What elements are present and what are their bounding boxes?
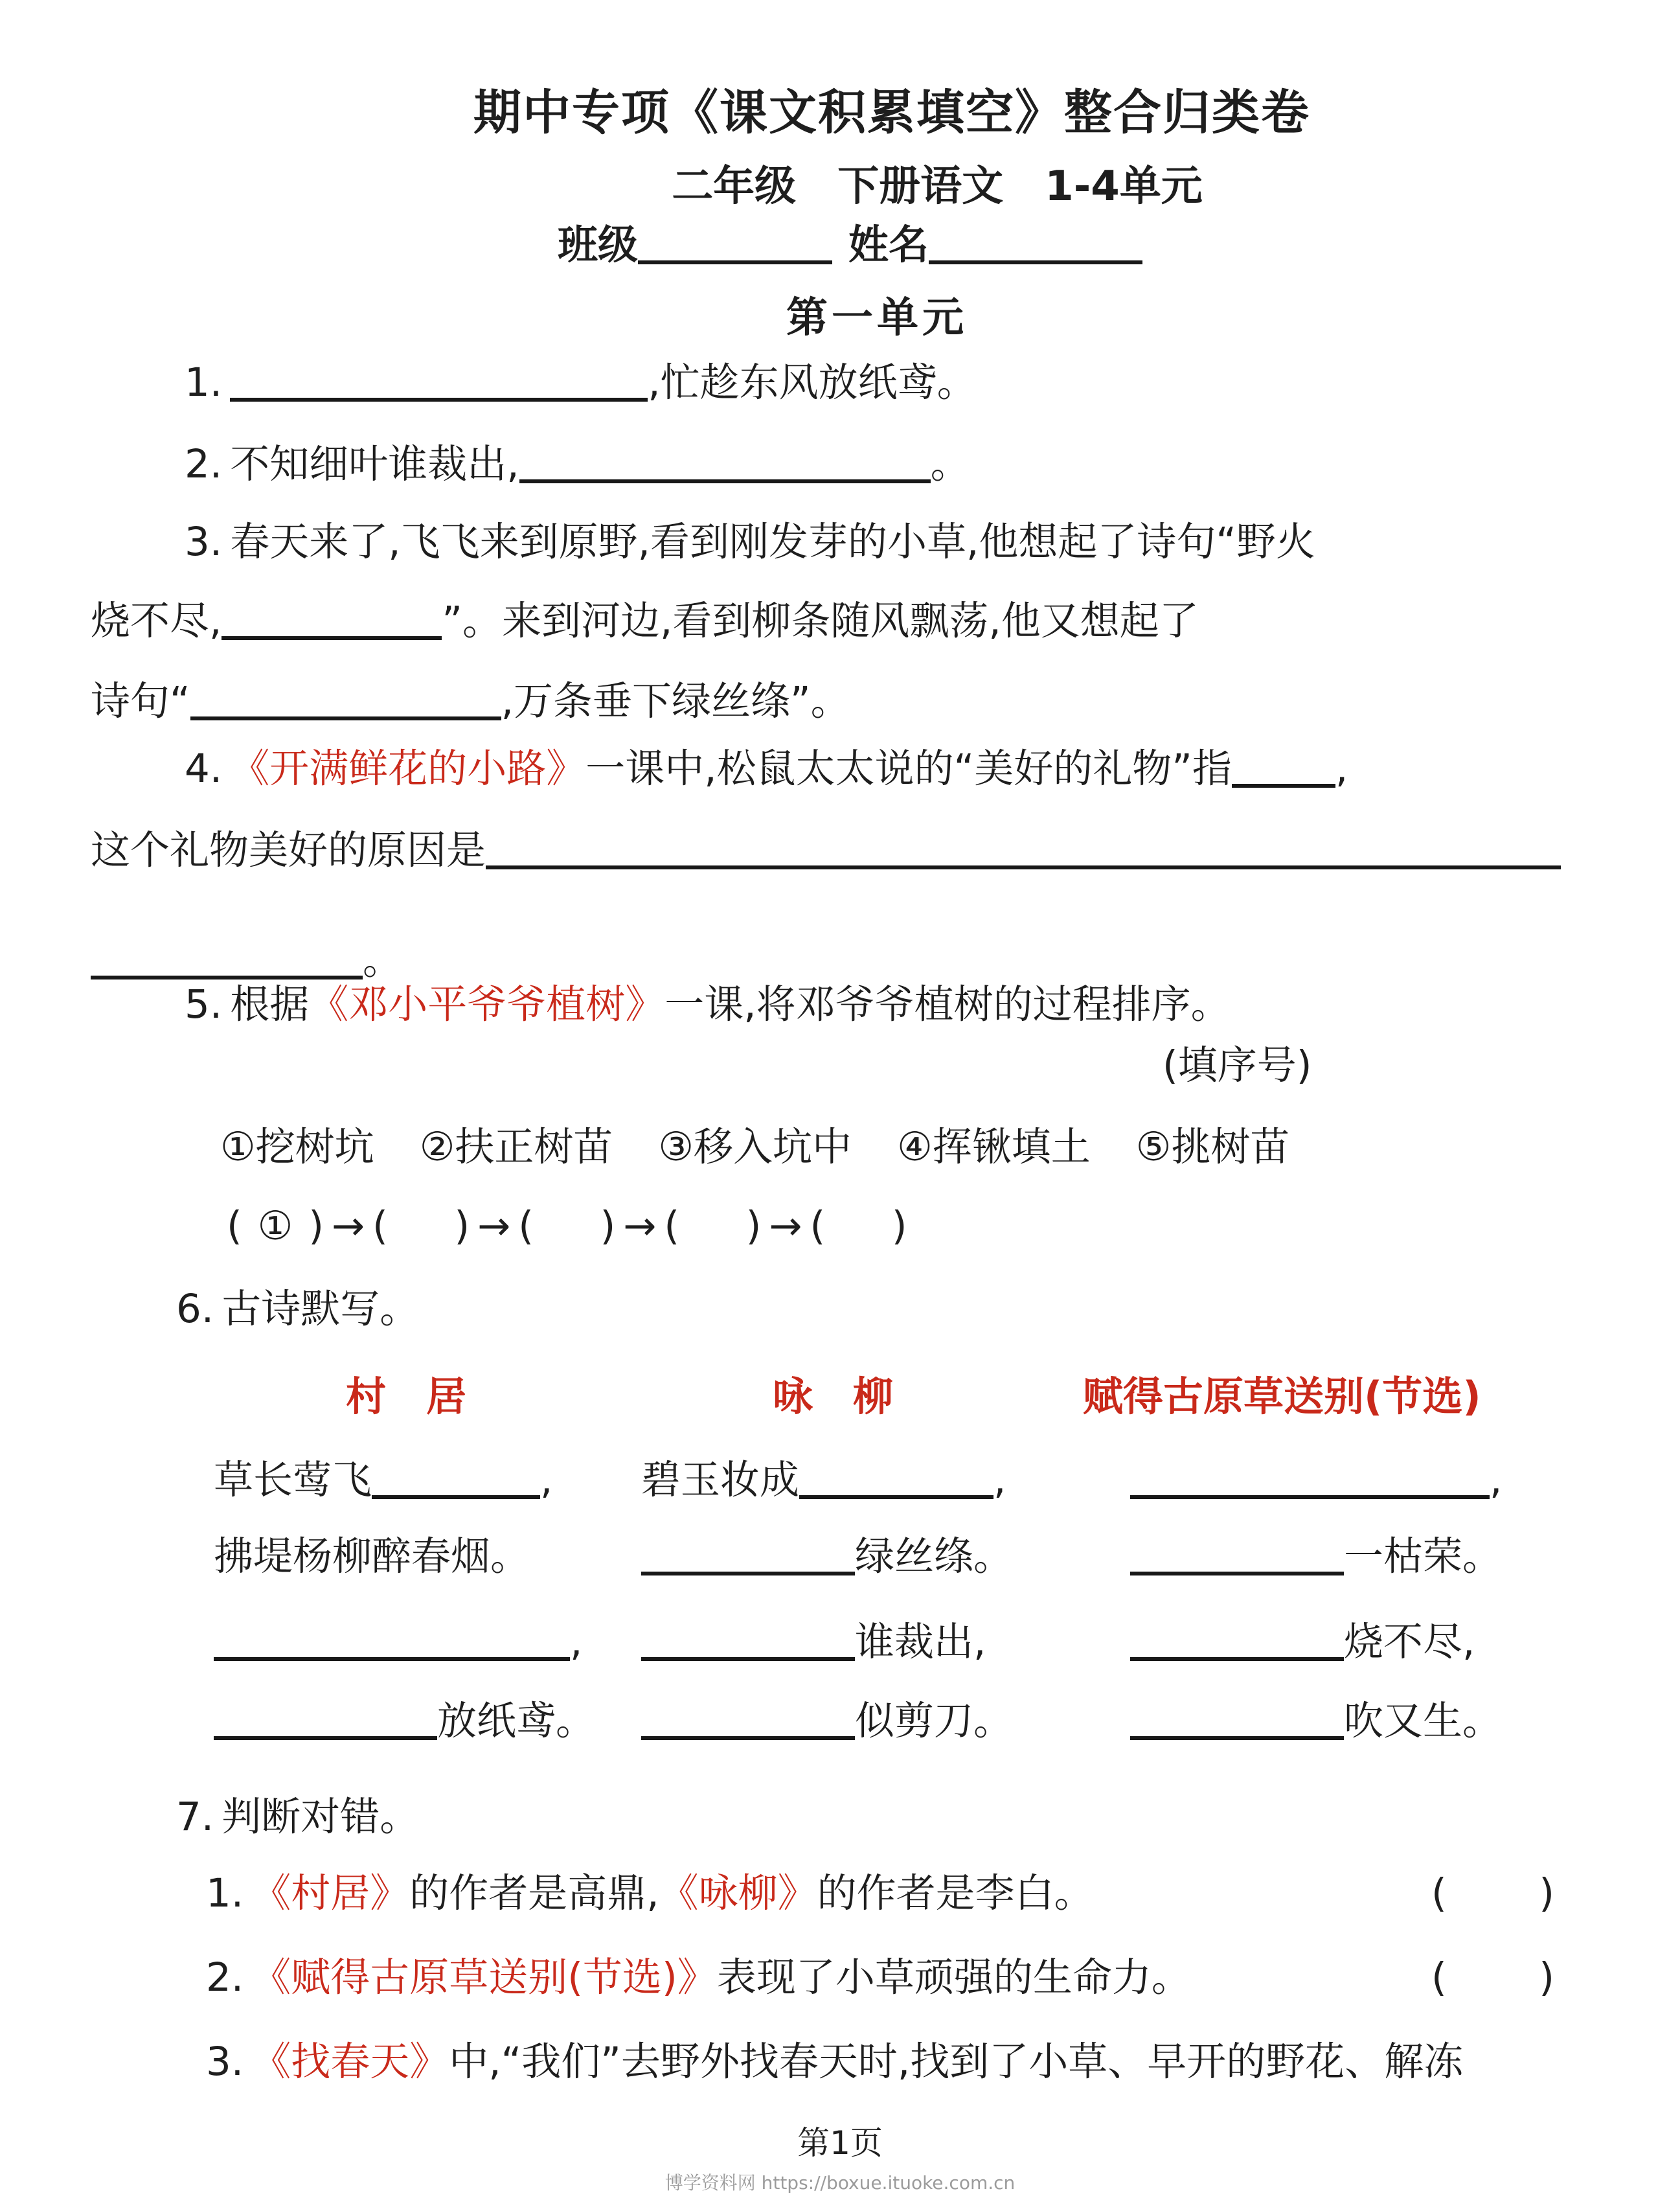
q3-blank-1	[221, 601, 442, 640]
q3-text-1: 春天来了,飞飞来到原野,看到刚发芽的小草,他想起了诗句“野火	[230, 519, 1315, 565]
page-number: 第1页	[797, 2124, 883, 2162]
q5-number: 5.	[185, 981, 223, 1027]
question-6-label	[176, 1287, 419, 1332]
student-info-line	[558, 222, 1142, 268]
q5-text-2: 一课,将邓爷爷植树的过程排序。	[664, 981, 1231, 1027]
q3-text-2: 烧不尽,	[91, 598, 222, 644]
seq-box-2	[372, 1204, 470, 1249]
poem-blank	[641, 1536, 855, 1575]
poem-3-line-4	[1130, 1699, 1502, 1744]
answer-paren	[1431, 1871, 1554, 1916]
poem-text: 绿丝绦。	[855, 1533, 1014, 1579]
question-1	[185, 360, 977, 406]
subtitle	[194, 163, 1680, 211]
q5-option-4: ④挥锹填土	[897, 1124, 1091, 1170]
poem-text: 似剪刀。	[855, 1698, 1014, 1744]
poem-text: 放纸鸢。	[437, 1698, 596, 1744]
poem-1-line-4	[214, 1699, 595, 1744]
paren-close: )	[1539, 1954, 1554, 2000]
q6-number: 6.	[176, 1286, 214, 1332]
poem-title-1: 村 居	[346, 1373, 467, 1420]
poem-blank	[799, 1460, 993, 1499]
q4-number: 4.	[185, 746, 223, 792]
poem-punct: ,	[1490, 1457, 1503, 1503]
units-text: 1-4单元	[1045, 163, 1203, 211]
q1-text: ,忙趁东风放纸鸢。	[648, 360, 977, 406]
q4-text-2: 这个礼物美好的原因是	[91, 827, 486, 873]
q4-period: 。	[363, 937, 403, 983]
question-2	[185, 442, 970, 487]
section-heading: 第一单元	[786, 294, 968, 342]
seq-box-4	[664, 1204, 761, 1249]
class-label: 班级	[558, 221, 639, 268]
q3-text-5: ,万条垂下绿丝绦”。	[501, 678, 850, 724]
q3-number: 3.	[185, 519, 223, 565]
poem-punct: ,	[570, 1619, 583, 1665]
paren-close: )	[1539, 1870, 1554, 1916]
paren-close: )	[454, 1203, 470, 1249]
paren-open: (	[1431, 1954, 1447, 2000]
poem-3-line-1	[1130, 1458, 1502, 1503]
poem-blank	[372, 1460, 540, 1499]
poem-blank	[214, 1621, 570, 1661]
q7-item-1-text-1: 的作者是高鼎,	[409, 1870, 659, 1916]
q2-number: 2.	[185, 441, 223, 487]
poem-text: 一枯荣。	[1344, 1533, 1503, 1579]
q6-text: 古诗默写。	[221, 1286, 420, 1332]
q7-item-3-number: 3.	[206, 2039, 244, 2085]
q4-book-title: 《开满鲜花的小路》	[230, 746, 586, 792]
q3-blank-2	[190, 681, 501, 720]
question-7-label	[176, 1794, 419, 1840]
q7-item-2-text-1: 表现了小草顽强的生命力。	[716, 1954, 1191, 2000]
q7-item-1-text-2: 的作者是李白。	[817, 1870, 1094, 1916]
poem-blank	[1130, 1621, 1344, 1661]
q7-text: 判断对错。	[221, 1794, 420, 1840]
poem-1-line-1	[214, 1458, 552, 1503]
q3-text-3: ”。来到河边,看到柳条随风飘荡,他又想起了	[442, 598, 1199, 644]
arrow-glyph: →	[623, 1203, 657, 1249]
poem-title-3: 赋得古原草送别(节选)	[1083, 1373, 1481, 1420]
q4-blank-1	[1232, 748, 1335, 788]
paren-close: )	[745, 1203, 762, 1249]
paren-close: )	[600, 1203, 616, 1249]
q7-answer-paren-1	[1431, 1871, 1554, 1916]
name-blank	[929, 225, 1142, 265]
question-3-line-2	[91, 599, 1199, 644]
seq-box-3	[518, 1204, 615, 1249]
q7-item-1-number: 1.	[206, 1870, 244, 1916]
q7-item-3-text-1: 中,“我们”去野外找春天时,找到了小草、早开的野花、解冻	[449, 2039, 1464, 2085]
q7-item-1	[206, 1871, 1094, 1916]
q7-item-2	[206, 1955, 1191, 2000]
question-3-line-3	[91, 679, 850, 724]
question-3-line-1	[185, 520, 1315, 565]
poem-text: 碧玉妆成	[641, 1457, 800, 1503]
q5-book-title: 《邓小平爷爷植树》	[309, 981, 665, 1027]
volume-text: 下册语文	[837, 163, 1004, 211]
answer-paren	[1431, 1955, 1554, 2000]
paren-open: (	[664, 1203, 680, 1249]
q5-options	[220, 1125, 1289, 1170]
seq-value-1: ①	[257, 1203, 293, 1249]
class-blank	[638, 225, 832, 265]
q7-item-2-book-1: 《赋得古原草送别(节选)》	[251, 1954, 717, 2000]
q5-option-2: ②扶正树苗	[419, 1124, 613, 1170]
poem-blank	[641, 1621, 855, 1661]
question-4-line-3	[91, 938, 402, 983]
paren-close: )	[308, 1203, 324, 1249]
paren-open: (	[372, 1203, 388, 1249]
poem-blank	[1130, 1701, 1344, 1740]
question-4-line-2	[91, 828, 1561, 873]
page-title: 期中专项《课文积累填空》整合归类卷	[473, 85, 1310, 141]
q4-text-1: 一课中,松鼠太太说的“美好的礼物”指	[585, 746, 1232, 792]
paren-open: (	[518, 1203, 534, 1249]
q7-item-2-number: 2.	[206, 1954, 244, 2000]
poem-text: 谁裁出,	[855, 1619, 986, 1665]
q7-item-3	[206, 2039, 1463, 2085]
q2-blank	[519, 444, 931, 483]
q2-text: 不知细叶谁裁出,	[230, 441, 519, 487]
poem-3-line-3	[1130, 1620, 1475, 1665]
paren-open: (	[227, 1203, 242, 1249]
watermark: 博学资料网 https://boxue.ituoke.com.cn	[664, 2172, 1016, 2194]
poem-2-line-3	[641, 1620, 986, 1665]
arrow-glyph: →	[477, 1203, 511, 1249]
q7-item-1-book-1: 《村居》	[251, 1870, 410, 1916]
poem-text: 拂堤杨柳醉春烟。	[214, 1533, 530, 1579]
paren-close: )	[891, 1203, 907, 1249]
question-5-line-1	[185, 982, 1231, 1027]
poem-blank	[641, 1701, 855, 1740]
q2-period: 。	[930, 441, 970, 487]
arrow-glyph: →	[332, 1203, 365, 1249]
poem-blank	[214, 1701, 437, 1740]
poem-2-line-4	[641, 1699, 1013, 1744]
q5-sequence	[227, 1204, 907, 1249]
poem-punct: ,	[993, 1457, 1006, 1503]
poem-1-line-2	[214, 1534, 530, 1579]
q5-option-5: ⑤挑树苗	[1135, 1124, 1290, 1170]
q7-number: 7.	[176, 1794, 214, 1840]
poem-3-line-2	[1130, 1534, 1502, 1579]
poem-text: 烧不尽,	[1344, 1619, 1475, 1665]
q3-text-4: 诗句“	[91, 678, 190, 724]
poem-text: 吹又生。	[1344, 1698, 1503, 1744]
q5-text-1: 根据	[230, 981, 310, 1027]
q5-option-1: ①挖树坑	[220, 1124, 374, 1170]
q1-number: 1.	[185, 360, 223, 406]
arrow-glyph: →	[769, 1203, 802, 1249]
poem-title-2: 咏 柳	[773, 1373, 894, 1420]
grade-text: 二年级	[672, 163, 797, 211]
question-4-line-1	[185, 746, 1348, 792]
q4-blank-3	[91, 940, 363, 979]
seq-box-5	[810, 1204, 907, 1249]
q5-note: (填序号)	[1163, 1042, 1312, 1088]
q7-item-3-book-1: 《找春天》	[251, 2039, 449, 2085]
poem-blank	[1130, 1536, 1344, 1575]
q4-blank-2	[486, 830, 1561, 869]
poem-2-line-2	[641, 1534, 1013, 1579]
poem-blank	[1130, 1460, 1490, 1499]
seq-box-1	[227, 1204, 324, 1249]
poem-text: 草长莺飞	[214, 1457, 372, 1503]
paren-open: (	[810, 1203, 826, 1249]
q7-answer-paren-2	[1431, 1955, 1554, 2000]
q4-comma: ,	[1335, 746, 1348, 792]
paren-open: (	[1431, 1870, 1447, 1916]
poem-1-line-3	[214, 1620, 582, 1665]
poem-punct: ,	[540, 1457, 553, 1503]
q1-blank	[230, 362, 648, 402]
q7-item-1-book-2: 《咏柳》	[659, 1870, 817, 1916]
poem-2-line-1	[641, 1458, 1006, 1503]
name-label: 姓名	[848, 221, 929, 268]
q5-option-3: ③移入坑中	[658, 1124, 852, 1170]
